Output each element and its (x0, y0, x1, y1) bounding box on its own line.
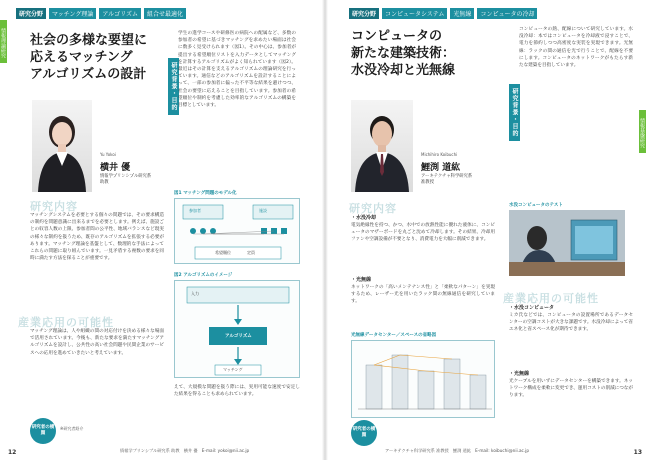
researcher-affiliation (100, 174, 151, 186)
content-text: マッチングシステムを必要とする個々の問題では、その要求構造の制約を問題意識に出来るまでを必要とします。例えば、施設ごとの収容人数の上限、参加者間の公平性、地域バランスなど現実の様々な制約を扱うため、既存のアルゴリズムを拡張する必要があります。マッチング理論を基盤として、数理的な手法によってこれらの問題に取り組んでいます。一見矛盾する複数の要求を同時に満たす方法を探ることが重要です。 (30, 213, 164, 262)
breadcrumb (16, 8, 186, 19)
breadcrumb-item: 研究分野 (16, 8, 46, 19)
intro-text: コンピュータの熱、配線について研究しています。水没冷却：本ではコンピュータを冷却液で浸すことで、電力を節約しつつ高密度な実装を実現できます。光無線：ラックの間の通信を光で行うことで、配線を不要にします。コンピュータのネットワークがもたらす新たな建築を目指しています。 (519, 27, 633, 69)
bubble-note: ※研究者紹介 (60, 426, 84, 431)
fig1-box-label: 希望順位 (215, 250, 231, 255)
researcher-roman-name: Michihiro Koibuchi (421, 152, 458, 157)
app-subheading: ・水没コンピュータ (509, 305, 555, 311)
application-text-2: 光ケーブルを用いずにデータセンターを構築できます。ネットワーク構成を柔軟に変更でき、運用コストの削減につながります。 (509, 379, 633, 399)
footer-contact: アーキテクチャ科学研究系 准教授 鯉渕 道紘 E-mail: koibuchi@nii.ac.jp (385, 448, 530, 453)
affiliation-line: アーキテクチャ科学研究系 (421, 174, 473, 179)
researcher-name: 鯉渕 道紘 (421, 163, 461, 173)
page-title (351, 28, 455, 79)
content-subheading: ・水没冷却 (351, 215, 377, 221)
breadcrumb-item: マッチング理論 (49, 8, 96, 19)
figure-1 (174, 198, 300, 264)
figure-caption: 光無線データセンター／スペースの省略図 (351, 333, 437, 338)
figure-2-caption: 図2 アルゴリズムのイメージ (174, 273, 233, 278)
title-line: コンピュータの (351, 29, 443, 44)
side-tab: 情報基盤研究 (639, 110, 646, 153)
fig2-box-label: マッチング (223, 367, 243, 372)
researcher-affiliation (421, 174, 472, 186)
breadcrumb-item: 研究分野 (349, 8, 379, 19)
breadcrumb-item: コンピュータシステム (382, 8, 447, 19)
title-line: 新たな建築技術： (351, 46, 456, 61)
breadcrumb-item: コンピュータの冷却 (477, 8, 537, 19)
app-subheading: ・光無線 (509, 371, 530, 377)
researcher-photo (351, 100, 413, 192)
application-text: マッチング理論は、人や組織の間の対応付けを決める様々な場面で活用されています。今後も、新たな要求を満たすマッチングアルゴリズムを設計し、公共性の高い社会問題や民間企業のサービスへの応用を進めていきたいと考えています。 (30, 329, 164, 356)
affiliation-line: 准教授 (421, 180, 434, 185)
affiliation-line: 情報学プリンシプル研究系 (100, 174, 152, 179)
immersion-test-photo (509, 210, 625, 276)
section-heading-content: 研究内容 (30, 200, 78, 213)
profile-bubble: 研究者の横顔 (351, 420, 377, 446)
content-subheading: ・光無線 (351, 277, 372, 283)
fig2-box-label: アルゴリズム (225, 334, 252, 339)
fig1-box-label: 施設 (259, 208, 267, 213)
side-tabs (639, 20, 650, 380)
researcher-roman-name: Yu Yokoi (100, 152, 116, 157)
section-label-background: 研究背景・目的 (509, 84, 520, 141)
content-text-2: ネットワークの「高いメンテナンス性」と「柔軟なパターン」を実現するため、レーザー光を用いたラック間の無線通信を研究しています。 (351, 285, 495, 305)
researcher-name: 横井 優 (100, 163, 131, 173)
breadcrumb-item: アルゴリズム (99, 8, 141, 19)
title-line: 社会の多様な要望に (30, 33, 148, 48)
section-label-background: 研究背景・目的 (168, 58, 179, 115)
breadcrumb (349, 8, 537, 19)
page-number: 13 (633, 449, 642, 456)
breadcrumb-item: 組合せ最適化 (144, 8, 186, 19)
intro-text: 学生の進学コースや研修医の病院への配属など、多数の参加者の希望に基づきマッチングを求めたい場面は社会に数多く見受けられます（図1）。その中心は、参加者が提出する希望順位リストを入力データとしてマッチングを計算するアルゴリズムがよく知られています（図2）。最近はその計算を支えるアルゴリズムの理論研究を行っています。通信などのアルゴリズムを設計することによって、一部の参加者に偏った不平等な結果を避けつつ、社会の要望に応えることを目指しています。参加者の希望順位や制約を考慮した効率的なアルゴリズムの構築を目標としています。 (178, 31, 296, 109)
person-portrait-icon (32, 100, 92, 192)
page-number: 12 (8, 449, 17, 456)
bottom-text: えて、大規模な問題を扱う際には、実用可能な速度で安定した結果を得ることも求められています。 (174, 385, 300, 398)
content-text: 電気絶縁性を持つ、かつ、水中での放熱性能に優れた液体に、コンピュータのマザーボードを丸ごと沈めて冷却します。その結果、冷却用ファンや空調設備が不要となり、消費電力を大幅に削減できます。 (351, 223, 495, 243)
side-tabs (0, 20, 11, 380)
right-page (325, 0, 650, 460)
lab-equipment-icon (509, 210, 625, 276)
spine-gutter (322, 0, 328, 460)
title-line: 水没冷却と光無線 (351, 63, 456, 78)
fig2-box-label: 入力 (191, 291, 199, 296)
breadcrumb-item: 光無線 (450, 8, 474, 19)
researcher-photo (32, 100, 92, 192)
section-heading-content: 研究内容 (349, 202, 397, 215)
figure-1-caption: 図1 マッチング問題のモデル化 (174, 191, 237, 196)
section-heading-application: 産業応用の可能性 (18, 316, 114, 329)
photo-caption: 水没コンピュータのテスト (509, 203, 563, 208)
datacenter-diagram (352, 341, 496, 419)
affiliation-line: 助教 (100, 180, 109, 185)
title-line: 応えるマッチング (30, 50, 133, 65)
application-text-1: ミカ氏などでは、コンピュータの設置場所であるデータセンターの空調コストが大きな課題です。水没冷却によって省エネ化と省スペース化が期待できます。 (509, 313, 633, 333)
fig1-box-label: 参加者 (189, 208, 201, 213)
section-heading-application: 産業応用の可能性 (503, 292, 599, 305)
figure-optical-datacenter (351, 340, 495, 418)
side-tab: 情報理論研究 (0, 20, 7, 63)
fig1-box-label: 定員 (247, 250, 255, 255)
person-portrait-icon (351, 100, 413, 192)
figure-2 (174, 280, 300, 378)
footer-contact: 情報学プリンシプル研究系 助教 横井 優 E-mail: yokoi@nii.ac.jp (120, 448, 250, 453)
title-line: アルゴリズムの設計 (30, 67, 147, 82)
page-title (30, 32, 147, 83)
profile-bubble: 研究者の横顔 (30, 418, 56, 444)
